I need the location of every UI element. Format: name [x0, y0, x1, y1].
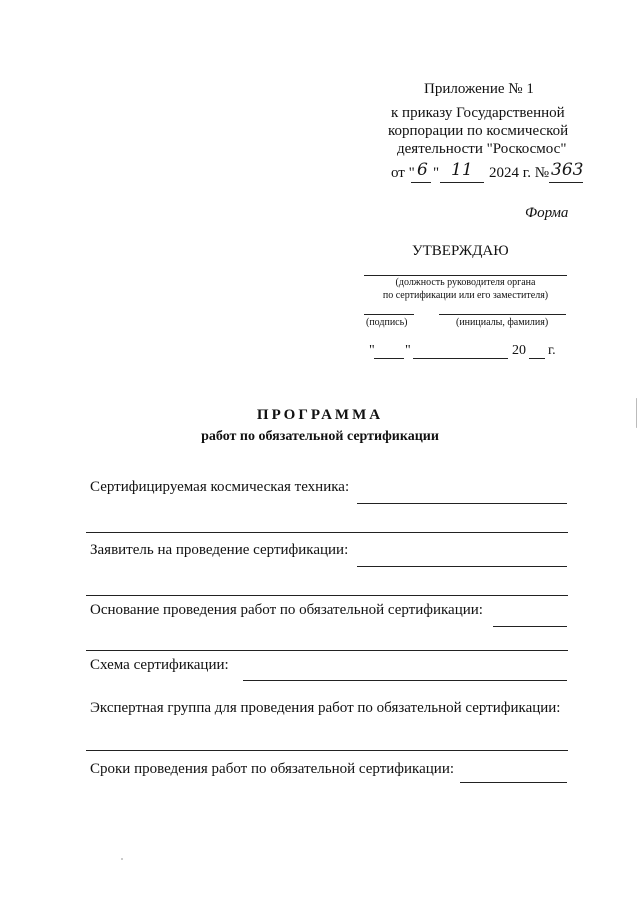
date-month-underline — [440, 182, 484, 183]
approval-title: УТВЕРЖДАЮ — [412, 243, 509, 259]
appendix-number: Приложение № 1 — [424, 81, 534, 97]
field-timeframe-line[interactable] — [460, 782, 567, 783]
name-caption: (инициалы, фамилия) — [456, 317, 549, 328]
approval-month-line — [413, 358, 508, 359]
program-title: ПРОГРАММА — [256, 407, 384, 423]
order-date-year: 2024 г. № — [489, 165, 550, 181]
order-date-month: 11 — [451, 160, 473, 180]
order-date-prefix: от " — [391, 165, 415, 181]
program-subtitle: работ по обязательной сертификации — [201, 429, 439, 444]
field-certified-tech-line[interactable] — [357, 503, 567, 504]
field-scheme-label: Схема сертификации: — [90, 657, 229, 673]
order-line-1: к приказу Государственной — [391, 105, 565, 121]
field-basis-line[interactable] — [493, 626, 567, 627]
approval-year-prefix: 20 — [512, 343, 526, 358]
approval-year-line — [529, 358, 545, 359]
field-expert-group-line[interactable] — [86, 750, 568, 751]
position-line — [364, 275, 567, 276]
field-expert-group-label: Экспертная группа для проведения работ по обязательной сертификации: — [90, 700, 561, 716]
scan-edge-mark — [636, 398, 637, 428]
field-certified-tech-line-2[interactable] — [86, 532, 568, 533]
order-date-day: 6 — [417, 160, 428, 180]
field-basis-label: Основание проведения работ по обязательной сертификации: — [90, 602, 483, 618]
position-caption-line-1: (должность руководителя органа — [395, 277, 536, 288]
approval-date-quote-close: " — [405, 343, 411, 358]
approval-date-quote-open: " — [369, 343, 375, 358]
order-line-3: деятельности "Роскосмос" — [397, 141, 567, 157]
approval-year-suffix: г. — [548, 343, 556, 358]
form-label: Форма — [525, 205, 569, 221]
order-date-mid-quote: " — [433, 165, 440, 181]
field-applicant-label: Заявитель на проведение сертификации: — [90, 542, 349, 558]
field-applicant-line-2[interactable] — [86, 595, 568, 596]
field-timeframe-label: Сроки проведения работ по обязательной сертификации: — [90, 761, 455, 777]
name-line — [439, 314, 566, 315]
signature-line — [364, 314, 414, 315]
order-number-handwritten: 363 — [551, 160, 584, 180]
date-day-underline — [411, 182, 431, 183]
field-basis-line-2[interactable] — [86, 650, 568, 651]
field-scheme-line[interactable] — [243, 680, 567, 681]
field-certified-tech-label: Сертифицируемая космическая техника: — [90, 479, 350, 495]
position-caption-line-2: по сертификации или его заместителя) — [382, 290, 549, 301]
signature-caption: (подпись) — [366, 317, 408, 328]
order-number-underline — [549, 182, 583, 183]
approval-day-line — [374, 358, 404, 359]
field-applicant-line[interactable] — [357, 566, 567, 567]
scan-speck — [121, 858, 123, 860]
order-line-2: корпорации по космической — [388, 123, 569, 139]
